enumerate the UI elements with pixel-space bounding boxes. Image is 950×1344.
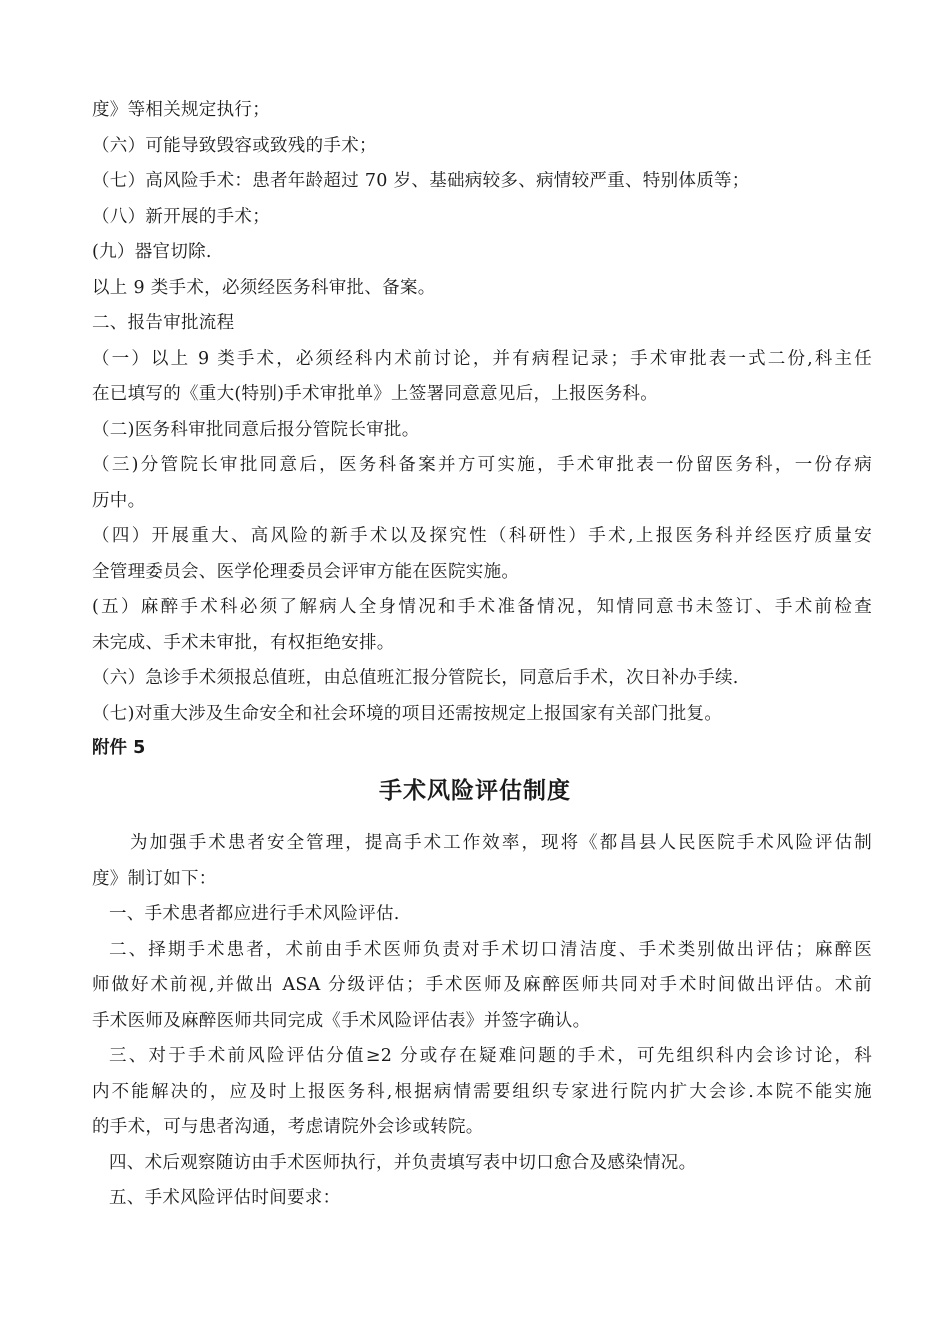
paragraph-line: 历中。 (92, 491, 146, 511)
paragraph-line: （一）以上 9 类手术，必须经科内术前讨论，并有病程记录；手术审批表一式二份,科主任 (92, 349, 872, 369)
section-heading: 二、报告审批流程 (92, 313, 235, 333)
rule-item-1: 一、手术患者都应进行手术风险评估. (109, 904, 400, 924)
list-item-7: （七）高风险手术：患者年龄超过 70 岁、基础病较多、病情较严重、特别体质等； (92, 171, 750, 191)
paragraph-line: （二)医务科审批同意后报分管院长审批。 (92, 420, 420, 440)
rule-item-4: 四、术后观察随访由手术医师执行，并负责填写表中切口愈合及感染情况。 (109, 1153, 697, 1173)
list-item-8: （八）新开展的手术； (92, 207, 270, 227)
paragraph-line: （三)分管院长审批同意后，医务科备案并方可实施，手术审批表一份留医务科，一份存病 (92, 455, 872, 475)
paragraph-line: 在已填写的《重大(特别)手术审批单》上签署同意意见后，上报医务科。 (92, 384, 659, 404)
paragraph-line: 未完成、手术未审批，有权拒绝安排。 (92, 633, 395, 653)
rule-item-5: 五、手术风险评估时间要求： (109, 1188, 341, 1208)
paragraph-line: 的手术，可与患者沟通，考虑请院外会诊或转院。 (92, 1117, 484, 1137)
rule-item-3: 三、对于手术前风险评估分值≥2 分或存在疑难问题的手术，可先组织科内会诊讨论，科 (109, 1046, 872, 1066)
paragraph-line: 度》等相关规定执行； (92, 100, 270, 120)
paragraph-line: 内不能解决的，应及时上报医务科,根据病情需要组织专家进行院内扩大会诊.本院不能实施 (92, 1082, 872, 1102)
document-title: 手术风险评估制度 (379, 778, 571, 804)
list-item-9: (九）器官切除. (92, 242, 212, 262)
annex-label: 附件 5 (92, 738, 146, 758)
paragraph-line: 师做好术前视,并做出 ASA 分级评估；手术医师及麻醉医师共同对手术时间做出评估。术前 (92, 975, 872, 995)
paragraph-line: （四）开展重大、高风险的新手术以及探究性（科研性）手术,上报医务科并经医疗质量安 (92, 526, 872, 546)
paragraph-line: （七)对重大涉及生命安全和社会环境的项目还需按规定上报国家有关部门批复。 (92, 704, 723, 724)
list-item-6: （六）可能导致毁容或致残的手术； (92, 136, 377, 156)
paragraph-line: 手术医师及麻醉医师共同完成《手术风险评估表》并签字确认。 (92, 1011, 591, 1031)
paragraph-line: (五）麻醉手术科必须了解病人全身情况和手术准备情况，知情同意书未签订、手术前检查 (92, 597, 872, 617)
paragraph-line: 全管理委员会、医学伦理委员会评审方能在医院实施。 (92, 562, 520, 582)
summary-line: 以上 9 类手术，必须经医务科审批、备案。 (92, 278, 436, 298)
paragraph-line: 度》制订如下： (92, 869, 217, 889)
paragraph-line: （六）急诊手术须报总值班，由总值班汇报分管院长，同意后手术，次日补办手续. (92, 668, 739, 688)
paragraph-line: 为加强手术患者安全管理，提高手术工作效率，现将《都昌县人民医院手术风险评估制 (130, 833, 872, 853)
rule-item-2: 二、择期手术患者，术前由手术医师负责对手术切口清洁度、手术类别做出评估；麻醉医 (109, 940, 872, 960)
